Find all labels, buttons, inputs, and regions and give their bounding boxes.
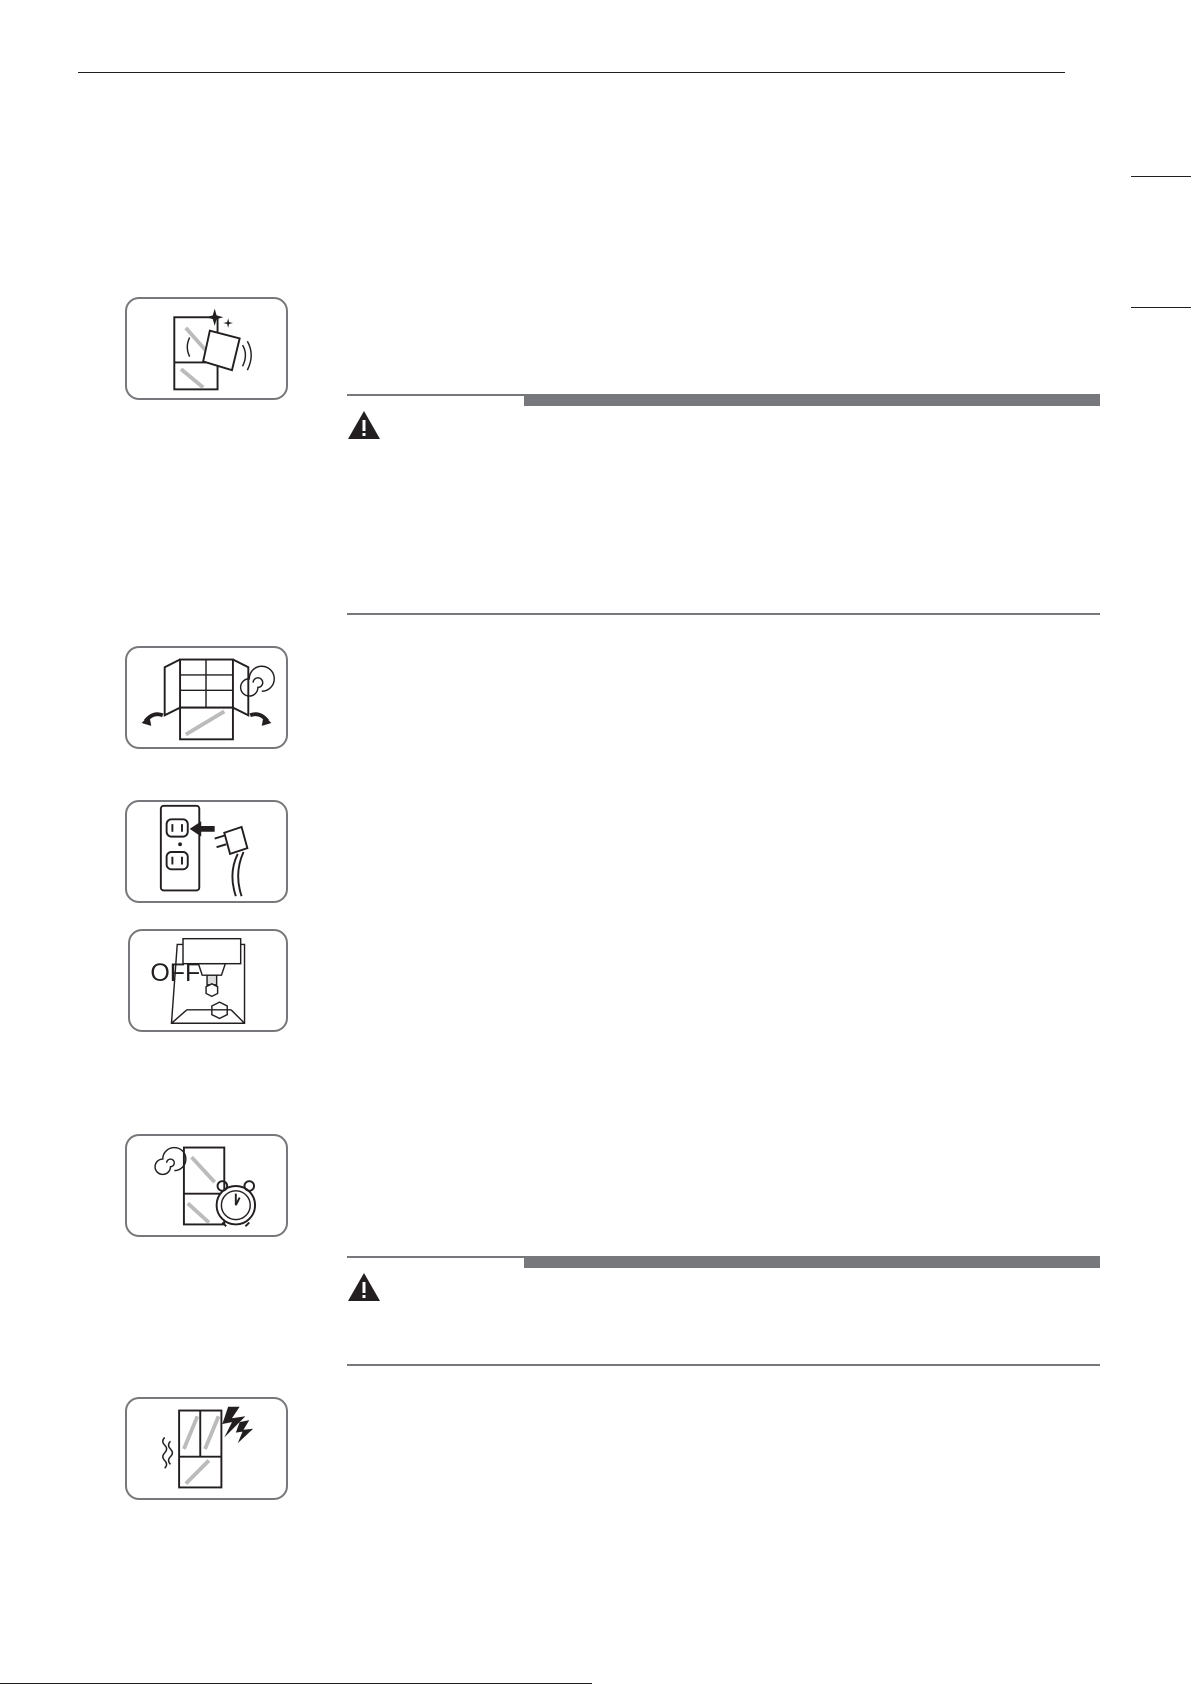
notice-footer-rule — [347, 1364, 1100, 1366]
caution-notice-2 — [347, 1256, 1100, 1368]
notice-header-bar — [347, 1256, 1100, 1268]
notice-header-bar — [347, 394, 1100, 406]
footer-rule — [0, 1683, 592, 1684]
ice-maker-off-icon — [128, 929, 288, 1032]
warning-triangle-icon — [347, 1272, 381, 1302]
refrigerator-noise-icon — [125, 1397, 288, 1500]
header-rule — [78, 72, 1065, 73]
off-label: OFF — [150, 958, 201, 987]
caution-notice-1 — [347, 394, 1100, 616]
edge-tab-mark-bottom — [1131, 307, 1191, 308]
door-airing-icon — [125, 646, 288, 749]
refrigerator-wait-clock-icon — [125, 1134, 288, 1237]
notice-footer-rule — [347, 613, 1100, 615]
warning-triangle-icon — [347, 410, 381, 440]
cleaning-cloth-icon — [125, 297, 288, 400]
power-plug-icon — [125, 800, 288, 903]
edge-tab-mark-top — [1131, 176, 1191, 177]
